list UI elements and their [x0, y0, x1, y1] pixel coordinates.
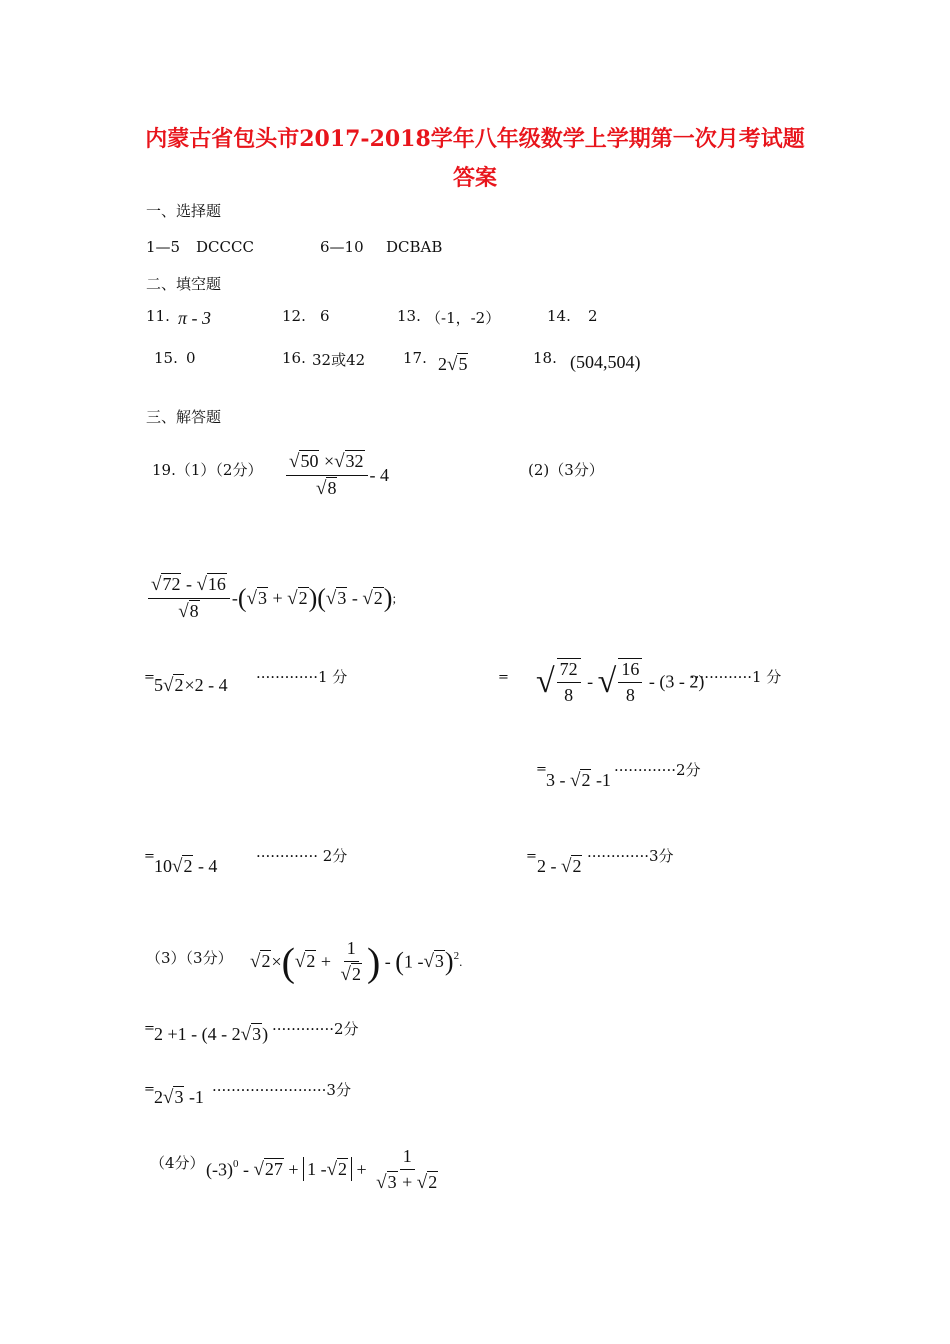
p2-step3-eq: = [526, 849, 537, 864]
page-title-line1: 内蒙古省包头市2017-2018学年八年级数学上学期第一次月考试题 [145, 126, 805, 152]
q12-answer: 6 [320, 307, 330, 325]
p1-step2-eq: = [144, 849, 155, 864]
q17-answer: 2√5 [438, 354, 468, 375]
p2-step2-expr: 3 - √2 -1 [546, 770, 611, 791]
q12-number: 12. [282, 307, 306, 325]
q15-number: 15. [154, 349, 178, 367]
p2-step2-eq: = [536, 762, 547, 777]
q14-number: 14. [547, 307, 571, 325]
q16-number: 16. [282, 349, 306, 367]
choice-answers-1: DCCCC [196, 238, 254, 256]
section-solve-title: 三、解答题 [146, 408, 222, 426]
q16-answer: 32或42 [312, 351, 366, 369]
q19-label: 19.（1）（2分） [152, 461, 263, 479]
page-title-line2: 答案 [452, 165, 497, 191]
p2-step1-eq: = [498, 670, 509, 685]
p1-step2-score: ············· 2分 [256, 847, 348, 865]
p3-step1-score: ·············2分 [272, 1020, 359, 1038]
q11-number: 11. [146, 307, 170, 325]
q14-answer: 2 [588, 307, 598, 325]
p2-step2-score: ·············2分 [614, 761, 701, 779]
problem4-label: （4分） [150, 1154, 205, 1172]
choice-range-1: 1—5 [146, 238, 181, 256]
choice-answers-2: DCBAB [386, 238, 443, 256]
q15-answer: 0 [186, 349, 196, 367]
p3-step2-score: ························3分 [212, 1081, 351, 1099]
p1-step1-eq: = [144, 670, 155, 685]
p1-step2-expr: 10√2 - 4 [154, 856, 218, 877]
q11-answer: π - 3 [178, 308, 212, 328]
q18-answer: (504,504) [570, 352, 641, 372]
p2-step3-score: ·············3分 [587, 847, 674, 865]
q13-answer: （-1，-2） [426, 309, 501, 327]
p2-step1-expr: √ $\frac{72}{8}$ - √ $\frac{16}{8}$ - (3 - 2) [536, 659, 705, 705]
problem3-label: （3）（3分） [146, 949, 233, 967]
section-fill-title: 二、填空题 [146, 275, 222, 293]
section-choice-title: 一、选择题 [146, 202, 222, 220]
p3-step1-expr: 2 +1 - (4 - 2√3) [154, 1024, 269, 1045]
q13-number: 13. [397, 307, 421, 325]
problem3-expression: √2×(√2 + $\frac{1}{√2}$ ) - (1 -√3)$^2$. [250, 938, 463, 985]
p1-step1-score: ·············1 分 [256, 668, 348, 686]
problem1-expression: $\frac{√50 \times√32}{√8}$ - 4 [284, 451, 389, 500]
q19-part2-label: (2)（3分） [528, 461, 604, 479]
p3-step1-eq: = [144, 1021, 155, 1036]
p1-step1-expr: 5√2×2 - 4 [154, 675, 228, 696]
p3-step2-expr: 2√3 -1 [154, 1087, 204, 1108]
problem2-expression: $\frac{√72 - √16}{√8}$ -(√3 + √2)(√3 - √2); [146, 574, 396, 623]
choice-range-2: 6—10 [320, 238, 364, 256]
problem4-expression: $(-3)^0 - √27 + 1$ -√2 + $\frac{1}{√3 + √2}$ [206, 1146, 438, 1193]
q17-number: 17. [403, 349, 427, 367]
p3-step2-eq: = [144, 1082, 155, 1097]
p2-step1-score: ·············1 分 [690, 668, 782, 686]
q18-number: 18. [533, 349, 557, 367]
p2-step3-expr: 2 - √2 [537, 856, 582, 877]
